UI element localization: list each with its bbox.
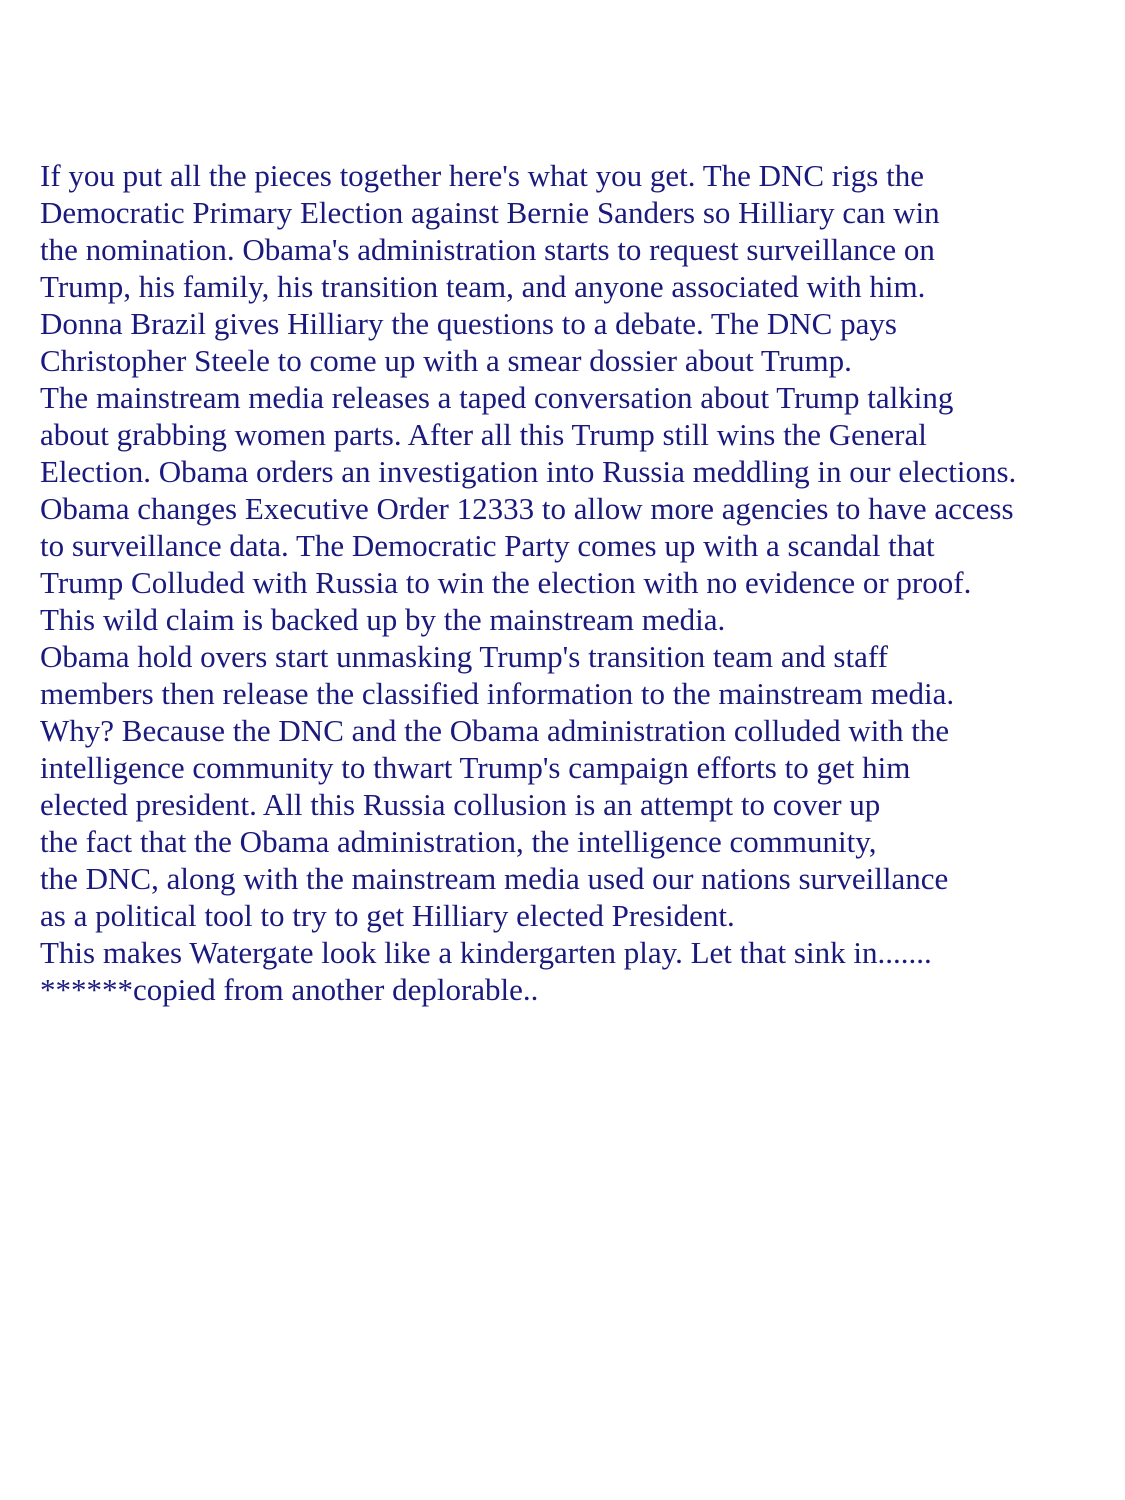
text-line: about grabbing women parts. After all this Trump still wins the General bbox=[40, 417, 927, 452]
text-line: Why? Because the DNC and the Obama administration colluded with the bbox=[40, 713, 950, 748]
text-line: Obama hold overs start unmasking Trump's transition team and staff bbox=[40, 639, 888, 674]
text-line: This wild claim is backed up by the mainstream media. bbox=[40, 602, 726, 637]
text-line: the fact that the Obama administration, the intelligence community, bbox=[40, 824, 877, 859]
text-line: the nomination. Obama's administration starts to request surveillance on bbox=[40, 232, 935, 267]
text-line: Trump, his family, his transition team, and anyone associated with him. bbox=[40, 269, 926, 304]
text-line: intelligence community to thwart Trump's campaign efforts to get him bbox=[40, 750, 911, 785]
text-block bbox=[40, 157, 1120, 1008]
text-line: members then release the classified information to the mainstream media. bbox=[40, 676, 955, 711]
text-line: elected president. All this Russia collusion is an attempt to cover up bbox=[40, 787, 881, 822]
text-line: Donna Brazil gives Hilliary the questions to a debate. The DNC pays bbox=[40, 306, 897, 341]
text-line: This makes Watergate look like a kindergarten play. Let that sink in....... bbox=[40, 935, 932, 970]
text-line: The mainstream media releases a taped conversation about Trump talking bbox=[40, 380, 954, 415]
text-line: Obama changes Executive Order 12333 to allow more agencies to have access bbox=[40, 491, 1014, 526]
text-line: ******copied from another deplorable.. bbox=[40, 972, 539, 1007]
text-line: the DNC, along with the mainstream media used our nations surveillance bbox=[40, 861, 949, 896]
text-line: to surveillance data. The Democratic Party comes up with a scandal that bbox=[40, 528, 935, 563]
text-line: Democratic Primary Election against Bernie Sanders so Hilliary can win bbox=[40, 195, 940, 230]
text-line: Trump Colluded with Russia to win the election with no evidence or proof. bbox=[40, 565, 972, 600]
text-line: If you put all the pieces together here's what you get. The DNC rigs the bbox=[40, 158, 924, 193]
text-line: Christopher Steele to come up with a smear dossier about Trump. bbox=[40, 343, 852, 378]
text-line: Election. Obama orders an investigation into Russia meddling in our elections. bbox=[40, 454, 1017, 489]
text-line: as a political tool to try to get Hilliary elected President. bbox=[40, 898, 735, 933]
